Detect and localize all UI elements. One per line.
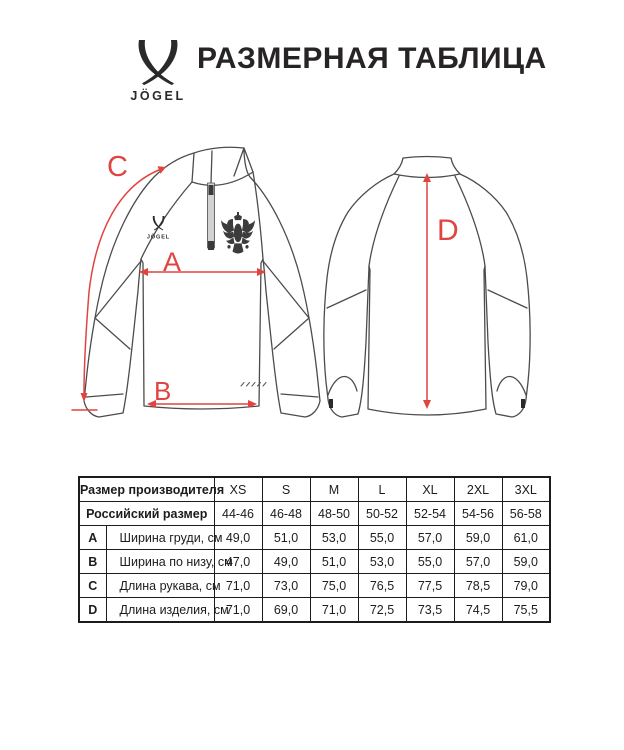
measure-value-cell: 78,5 — [454, 574, 502, 598]
measurement-row — [79, 526, 550, 550]
measure-label-b: B — [154, 376, 172, 406]
measure-letter-cell: C — [79, 574, 106, 598]
zipper-stop — [208, 241, 214, 250]
measure-value-cell: 51,0 — [262, 526, 310, 550]
measure-value-cell: 57,0 — [406, 526, 454, 550]
measure-value-cell: 71,0 — [214, 574, 262, 598]
measure-value-cell: 76,5 — [358, 574, 406, 598]
size-value-cell: 56-58 — [502, 502, 550, 526]
size-col-header: S — [262, 477, 310, 502]
size-col-header: 3XL — [502, 477, 550, 502]
measure-letter-cell: A — [79, 526, 106, 550]
measure-value-cell: 73,5 — [406, 598, 454, 623]
measure-value-cell: 72,5 — [358, 598, 406, 623]
row-header: Российский размер — [79, 502, 214, 526]
measurement-row — [79, 574, 550, 598]
size-value-cell: 54-56 — [454, 502, 502, 526]
size-value-cell: 50-52 — [358, 502, 406, 526]
measure-value-cell: 59,0 — [502, 550, 550, 574]
jogel-logo — [118, 34, 198, 108]
zipper — [208, 183, 215, 250]
measure-name-cell: Ширина по низу, см — [106, 550, 214, 574]
size-col-header: XL — [406, 477, 454, 502]
size-value-cell: 52-54 — [406, 502, 454, 526]
size-table — [78, 476, 551, 623]
row-header: Размер производителя — [79, 477, 214, 502]
size-col-header: XS — [214, 477, 262, 502]
measure-value-cell: 55,0 — [406, 550, 454, 574]
measure-name-cell: Длина изделия, см — [106, 598, 214, 623]
chest-wordmark: JÖGEL — [146, 234, 171, 241]
measure-value-cell: 51,0 — [310, 550, 358, 574]
size-value-cell: 46-48 — [262, 502, 310, 526]
measurement-row — [79, 550, 550, 574]
page-title: РАЗМЕРНАЯ ТАБЛИЦА — [197, 42, 547, 75]
measure-value-cell: 57,0 — [454, 550, 502, 574]
measure-value-cell: 73,0 — [262, 574, 310, 598]
measure-label-c: C — [107, 151, 128, 183]
measure-label-d: D — [437, 214, 459, 247]
measure-letter-cell: B — [79, 550, 106, 574]
measure-value-cell: 71,0 — [310, 598, 358, 623]
measure-value-cell: 49,0 — [214, 526, 262, 550]
measure-value-cell: 47,0 — [214, 550, 262, 574]
size-col-header: L — [358, 477, 406, 502]
size-col-header: M — [310, 477, 358, 502]
size-col-header: 2XL — [454, 477, 502, 502]
measure-value-cell: 79,0 — [502, 574, 550, 598]
measure-name-cell: Ширина груди, см — [106, 526, 214, 550]
measure-value-cell: 59,0 — [454, 526, 502, 550]
measure-value-cell: 53,0 — [358, 550, 406, 574]
size-diagram — [0, 120, 624, 480]
cuff-loop-right — [521, 399, 525, 408]
zipper-pull — [209, 185, 214, 195]
measure-value-cell: 75,5 — [502, 598, 550, 623]
measure-value-cell: 75,0 — [310, 574, 358, 598]
measure-value-cell: 77,5 — [406, 574, 454, 598]
jogel-v-icon — [139, 40, 178, 85]
measure-value-cell: 55,0 — [358, 526, 406, 550]
measure-value-cell: 61,0 — [502, 526, 550, 550]
measure-value-cell: 49,0 — [262, 550, 310, 574]
measurement-row — [79, 598, 550, 623]
cuff-loop-left — [329, 399, 333, 408]
manufacturer-size-row — [79, 477, 550, 502]
measure-letter-cell: D — [79, 598, 106, 623]
size-value-cell: 44-46 — [214, 502, 262, 526]
size-value-cell: 48-50 — [310, 502, 358, 526]
measure-value-cell: 53,0 — [310, 526, 358, 550]
brand-wordmark: JÖGEL — [130, 89, 186, 103]
front-view-drawing — [84, 147, 320, 417]
measure-value-cell: 71,0 — [214, 598, 262, 623]
measure-value-cell: 74,5 — [454, 598, 502, 623]
measure-value-cell: 69,0 — [262, 598, 310, 623]
measure-name-cell: Длина рукава, см — [106, 574, 214, 598]
russian-size-row — [79, 502, 550, 526]
measure-label-a: A — [163, 247, 182, 277]
